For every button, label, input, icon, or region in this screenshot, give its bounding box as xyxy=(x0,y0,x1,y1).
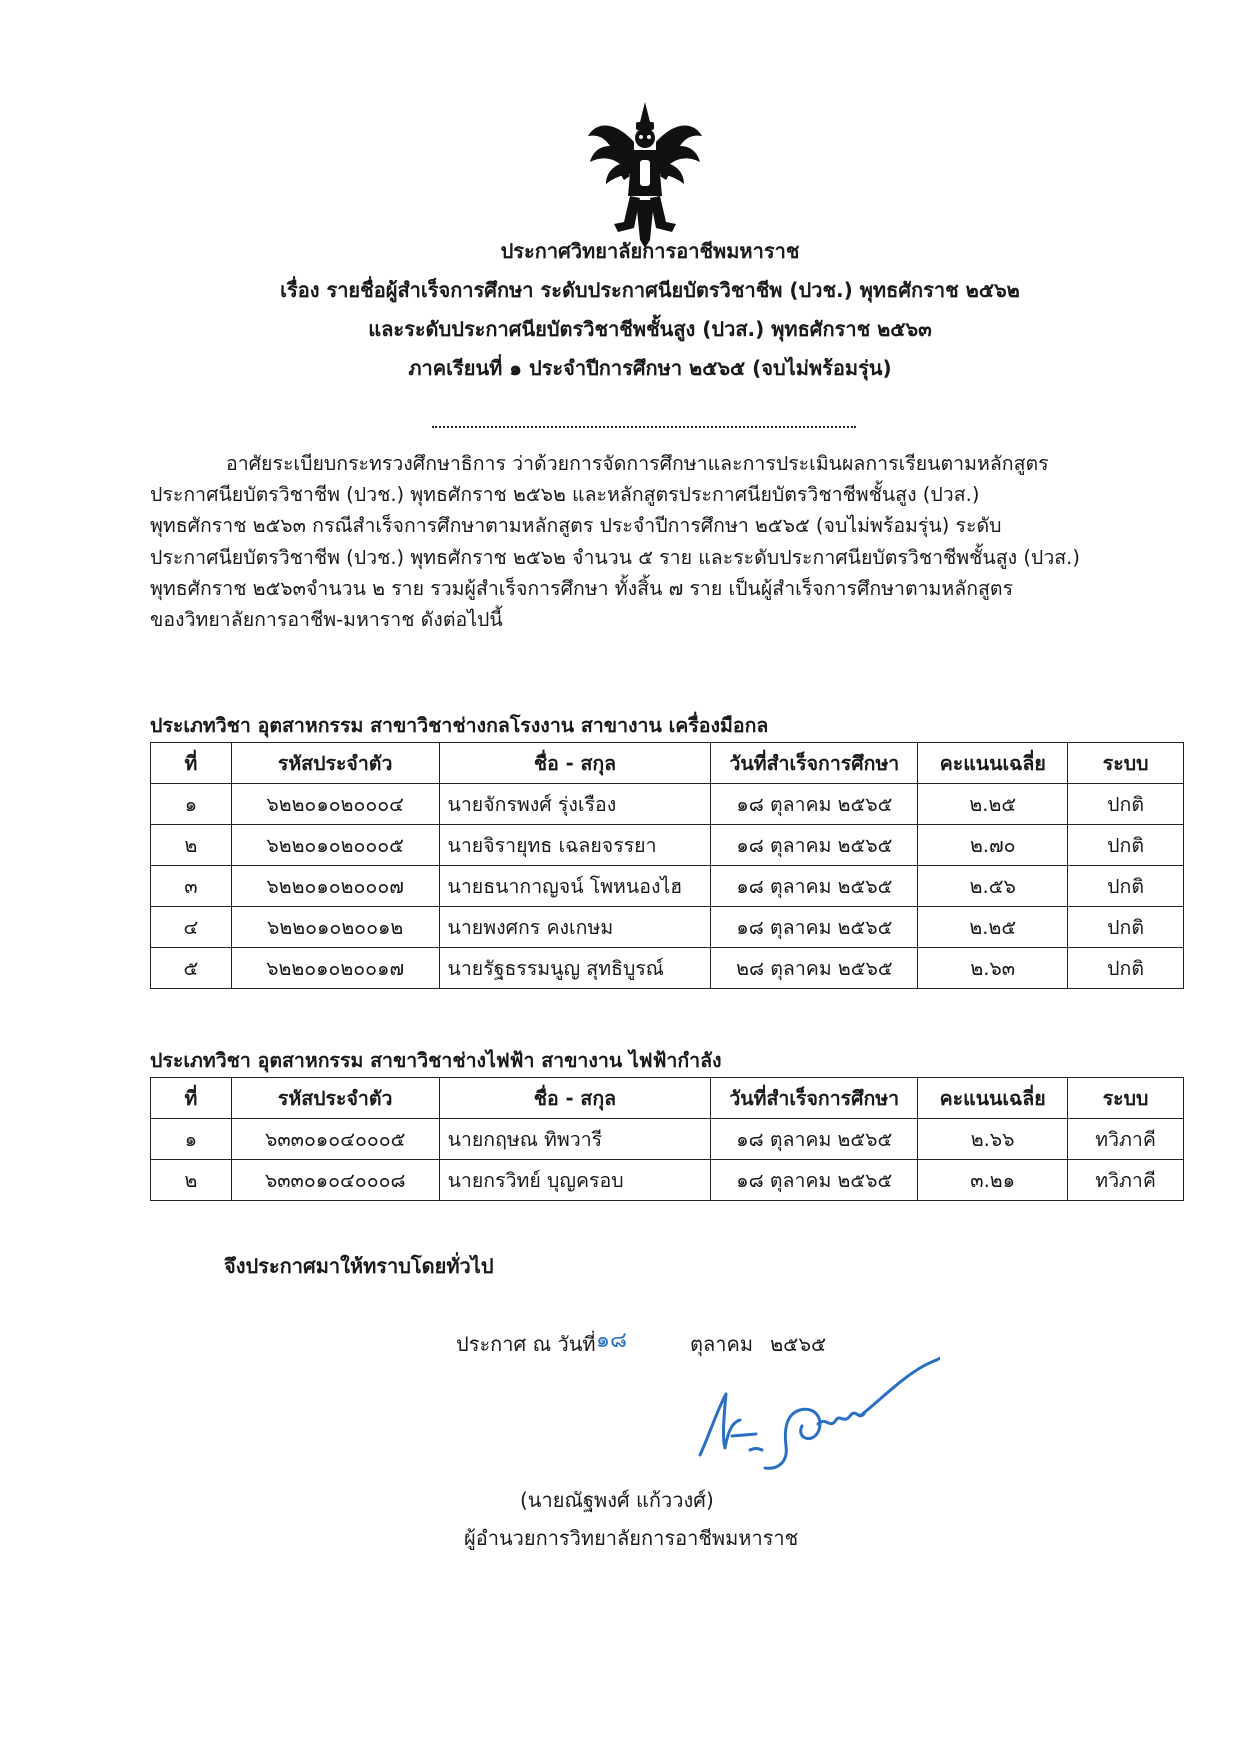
table-row xyxy=(151,907,1184,948)
cell-date: ๑๘ ตุลาคม ๒๕๖๕ xyxy=(711,907,918,948)
cell-name: นายจักรพงศ์ รุ่งเรือง xyxy=(439,784,711,825)
cell-system: ปกติ xyxy=(1068,825,1184,866)
cell-system: ปกติ xyxy=(1068,784,1184,825)
cell-date: ๑๘ ตุลาคม ๒๕๖๕ xyxy=(711,784,918,825)
table-header-row xyxy=(151,743,1184,784)
section-title-machine-tools: ประเภทวิชา อุตสาหกรรม สาขาวิชาช่างกลโรงงาน สาขางาน เครื่องมือกล xyxy=(150,714,769,737)
cell-name: นายกรวิทย์ บุญครอบ xyxy=(439,1160,711,1201)
col-header-id: รหัสประจำตัว xyxy=(231,743,439,784)
body-line: พุทธศักราช ๒๕๖๓จำนวน ๒ ราย รวมผู้สำเร็จการศึกษา ทั้งสิ้น ๗ ราย เป็นผู้สำเร็จการศึกษาตามหลักสูตร xyxy=(150,576,1014,600)
body-line: ประกาศนียบัตรวิชาชีพ (ปวช.) พุทธศักราช ๒๕๖๒ และหลักสูตรประกาศนียบัตรวิชาชีพชั้นสูง (ปวส.) xyxy=(150,483,980,507)
body-line: พุทธศักราช ๒๕๖๓ กรณีสำเร็จการศึกษาตามหลักสูตร ประจำปีการศึกษา ๒๕๖๕ (จบไม่พร้อมรุ่น) ระดับ xyxy=(150,514,1002,538)
table-row xyxy=(151,825,1184,866)
col-header-name: ชื่อ - สกุล xyxy=(439,743,711,784)
cell-name: นายรัฐธรรมนูญ สุทธิบูรณ์ xyxy=(439,948,711,989)
cell-id: ๖๒๒๐๑๐๒๐๐๑๒ xyxy=(231,907,439,948)
signer-title: ผู้อำนวยการวิทยาลัยการอาชีพมหาราช xyxy=(464,1526,799,1550)
col-header-gpa: คะแนนเฉลี่ย xyxy=(918,743,1068,784)
cell-id: ๖๒๒๐๑๐๒๐๐๐๕ xyxy=(231,825,439,866)
body-line: อาศัยระเบียบกระทรวงศึกษาธิการ ว่าด้วยการจัดการศึกษาและการประเมินผลการเรียนตามหลักสูตร xyxy=(226,452,1049,475)
garuda-emblem-icon xyxy=(584,100,706,250)
col-header-date: วันที่สำเร็จการศึกษา xyxy=(711,743,918,784)
subject-line: เรื่อง รายชื่อผู้สำเร็จการศึกษา ระดับประกาศนียบัตรวิชาชีพ (ปวช.) พุทธศักราช ๒๕๖๒ xyxy=(280,278,1020,302)
cell-no: ๕ xyxy=(151,948,232,989)
section-title-electric-power: ประเภทวิชา อุตสาหกรรม สาขาวิชาช่างไฟฟ้า สาขางาน ไฟฟ้ากำลัง xyxy=(150,1049,722,1072)
cell-id: ๖๓๓๐๑๐๔๐๐๐๘ xyxy=(231,1160,439,1201)
cell-date: ๑๘ ตุลาคม ๒๕๖๕ xyxy=(711,825,918,866)
announcement-title: ประกาศวิทยาลัยการอาชีพมหาราช xyxy=(500,239,800,263)
cell-no: ๓ xyxy=(151,866,232,907)
col-header-id: รหัสประจำตัว xyxy=(231,1078,439,1119)
cell-no: ๔ xyxy=(151,907,232,948)
table-header-row xyxy=(151,1078,1184,1119)
cell-date: ๑๘ ตุลาคม ๒๕๖๕ xyxy=(711,866,918,907)
col-header-gpa: คะแนนเฉลี่ย xyxy=(918,1078,1068,1119)
cell-id: ๖๒๒๐๑๐๒๐๐๐๗ xyxy=(231,866,439,907)
col-header-date: วันที่สำเร็จการศึกษา xyxy=(711,1078,918,1119)
cell-date: ๑๘ ตุลาคม ๒๕๖๕ xyxy=(711,1160,918,1201)
table-row xyxy=(151,866,1184,907)
cell-date: ๒๘ ตุลาคม ๒๕๖๕ xyxy=(711,948,918,989)
cell-id: ๖๓๓๐๑๐๔๐๐๐๕ xyxy=(231,1119,439,1160)
signer-name: (นายณัฐพงศ์ แก้ววงศ์) xyxy=(520,1488,714,1512)
cell-name: นายกฤษณ ทิพวารี xyxy=(439,1119,711,1160)
subject-line-2: และระดับประกาศนียบัตรวิชาชีพชั้นสูง (ปวส.) พุทธศักราช ๒๕๖๓ xyxy=(368,317,932,341)
cell-no: ๑ xyxy=(151,1119,232,1160)
graduates-table-electric-power xyxy=(150,1077,1184,1201)
announce-date-month: ตุลาคม xyxy=(690,1332,754,1356)
body-paragraph xyxy=(150,448,1150,635)
graduates-table-machine-tools xyxy=(150,742,1184,989)
cell-no: ๒ xyxy=(151,825,232,866)
table-row xyxy=(151,948,1184,989)
announce-date-prefix: ประกาศ ณ วันที่ xyxy=(456,1332,596,1356)
closing-statement: จึงประกาศมาให้ทราบโดยทั่วไป xyxy=(224,1254,494,1278)
cell-name: นายจิรายุทธ เฉลยจรรยา xyxy=(439,825,711,866)
table-row xyxy=(151,784,1184,825)
cell-gpa: ๒.๖๖ xyxy=(918,1119,1068,1160)
cell-gpa: ๒.๒๕ xyxy=(918,784,1068,825)
announce-date-day: ๑๘ xyxy=(596,1328,627,1353)
col-header-no: ที่ xyxy=(151,1078,232,1119)
cell-gpa: ๒.๕๖ xyxy=(918,866,1068,907)
body-line: ประกาศนียบัตรวิชาชีพ (ปวช.) พุทธศักราช ๒๕๖๒ จำนวน ๕ ราย และระดับประกาศนียบัตรวิชาชีพชั้นสูง (ปวส.) xyxy=(150,545,1080,569)
cell-no: ๒ xyxy=(151,1160,232,1201)
dotted-divider xyxy=(432,426,856,428)
cell-date: ๑๘ ตุลาคม ๒๕๖๕ xyxy=(711,1119,918,1160)
col-header-system: ระบบ xyxy=(1068,743,1184,784)
cell-name: นายธนากาญจน์ โพหนองไฮ xyxy=(439,866,711,907)
semester-line: ภาคเรียนที่ ๑ ประจำปีการศึกษา ๒๕๖๕ (จบไม่พร้อมรุ่น) xyxy=(408,356,892,380)
cell-gpa: ๒.๒๕ xyxy=(918,907,1068,948)
col-header-name: ชื่อ - สกุล xyxy=(439,1078,711,1119)
cell-id: ๖๒๒๐๑๐๒๐๐๐๔ xyxy=(231,784,439,825)
body-line: ของวิทยาลัยการอาชีพ-มหาราช ดังต่อไปนี้ xyxy=(150,608,503,632)
cell-gpa: ๓.๒๑ xyxy=(918,1160,1068,1201)
cell-name: นายพงศกร คงเกษม xyxy=(439,907,711,948)
cell-system: ทวิภาคี xyxy=(1068,1160,1184,1201)
signature-icon xyxy=(560,1320,940,1490)
announce-date-year: ๒๕๖๕ xyxy=(770,1332,827,1356)
table-row xyxy=(151,1160,1184,1201)
cell-no: ๑ xyxy=(151,784,232,825)
table-row xyxy=(151,1119,1184,1160)
cell-system: ปกติ xyxy=(1068,866,1184,907)
cell-system: ปกติ xyxy=(1068,948,1184,989)
col-header-no: ที่ xyxy=(151,743,232,784)
cell-system: ทวิภาคี xyxy=(1068,1119,1184,1160)
cell-id: ๖๒๒๐๑๐๒๐๐๑๗ xyxy=(231,948,439,989)
cell-gpa: ๒.๗๐ xyxy=(918,825,1068,866)
cell-gpa: ๒.๖๓ xyxy=(918,948,1068,989)
cell-system: ปกติ xyxy=(1068,907,1184,948)
col-header-system: ระบบ xyxy=(1068,1078,1184,1119)
